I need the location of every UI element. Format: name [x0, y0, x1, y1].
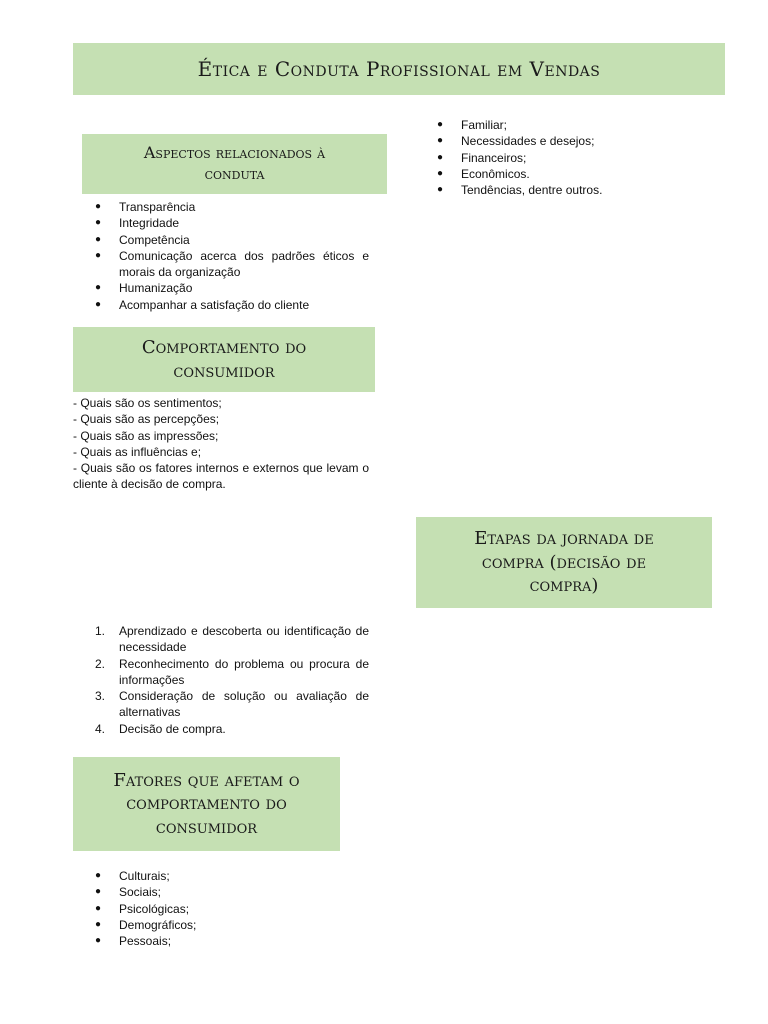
list-item-text: Financeiros; — [461, 150, 527, 165]
page-title-text: Ética e Conduta Profissional em Vendas — [197, 57, 601, 81]
list-item-text: Necessidades e desejos; — [461, 134, 595, 149]
list-item-text: Pessoais; — [119, 934, 172, 949]
list-item — [95, 656, 369, 689]
fatores-heading-line-1: Fatores que afetam o — [113, 769, 300, 791]
list-item-text: Reconhecimento do problema ou procura de informações — [119, 656, 369, 687]
list-item — [95, 933, 295, 949]
list-number: 4. — [95, 721, 106, 736]
familiar-list — [437, 117, 687, 198]
list-item — [95, 868, 295, 884]
comportamento-heading — [73, 327, 375, 392]
fatores-heading — [73, 757, 340, 851]
bullet-icon: ● — [95, 902, 102, 914]
list-item-text: Demográficos; — [119, 917, 197, 932]
aspectos-heading-line-2: conduta — [204, 164, 265, 183]
etapas-heading-line-1: Etapas da jornada de — [474, 528, 654, 550]
bullet-icon: ● — [437, 119, 444, 130]
list-item-text: Humanização — [119, 281, 193, 296]
bullet-icon: ● — [95, 282, 102, 294]
bullet-icon: ● — [437, 151, 444, 163]
list-item-text: Sociais; — [119, 885, 162, 900]
list-item — [437, 133, 687, 149]
fatores-heading-line-2: comportamento do — [126, 793, 287, 815]
aspectos-heading-line-1: Aspectos relacionados à — [143, 143, 326, 163]
comportamento-line: - Quais são as impressões; — [73, 428, 219, 443]
comportamento-line: - Quais as influências e; — [73, 444, 202, 459]
list-item — [95, 248, 369, 281]
bullet-icon: ● — [95, 233, 102, 245]
comportamento-line: - Quais são os sentimentos; — [73, 396, 222, 410]
comportamento-text — [73, 395, 369, 493]
bullet-icon: ● — [95, 201, 102, 212]
list-item-text: Acompanhar a satisfação do cliente — [119, 297, 310, 312]
bullet-icon: ● — [95, 870, 102, 881]
list-item — [95, 199, 369, 215]
etapas-list — [95, 623, 369, 737]
list-item — [95, 688, 369, 721]
list-item — [437, 150, 687, 166]
comportamento-heading-line-1: Comportamento do — [141, 337, 307, 359]
bullet-icon: ● — [95, 249, 102, 261]
list-item — [437, 166, 687, 182]
etapas-heading-line-3: compra) — [529, 575, 599, 597]
bullet-icon: ● — [95, 886, 102, 898]
list-item — [95, 884, 295, 900]
list-item-text: Tendências, dentre outros. — [461, 183, 603, 198]
etapas-heading — [416, 517, 712, 608]
list-item — [95, 623, 369, 656]
list-item-text: Competência — [119, 232, 190, 247]
list-number: 2. — [95, 656, 106, 671]
list-item-text: Comunicação acerca dos padrões éticos e morais da organização — [119, 248, 369, 280]
bullet-icon: ● — [95, 217, 102, 229]
page-title — [73, 43, 725, 95]
list-item — [95, 721, 369, 737]
bullet-icon: ● — [437, 184, 444, 196]
list-number: 1. — [95, 624, 106, 638]
comportamento-line: - Quais são os fatores internos e externos que levam o cliente à decisão de compra. — [73, 461, 369, 492]
etapas-heading-line-2: compra (decisão de — [481, 551, 647, 573]
fatores-list — [95, 868, 295, 949]
bullet-icon: ● — [95, 918, 102, 930]
aspectos-list — [95, 199, 369, 313]
list-item — [437, 117, 687, 133]
list-number: 3. — [95, 689, 106, 704]
list-item-text: Transparência — [119, 200, 196, 214]
fatores-heading-line-3: consumidor — [155, 816, 258, 838]
bullet-icon: ● — [437, 135, 444, 147]
list-item — [95, 215, 369, 231]
list-item — [95, 280, 369, 296]
bullet-icon: ● — [95, 298, 102, 310]
list-item — [95, 232, 369, 248]
comportamento-line: - Quais são as percepções; — [73, 412, 220, 427]
list-item — [95, 297, 369, 313]
list-item-text: Aprendizado e descoberta ou identificação de necessidade — [119, 624, 369, 655]
list-item-text: Familiar; — [461, 118, 508, 132]
list-item — [95, 901, 295, 917]
list-item — [95, 917, 295, 933]
bullet-icon: ● — [437, 167, 444, 179]
list-item-text: Culturais; — [119, 869, 170, 883]
aspectos-heading — [82, 134, 387, 194]
list-item-text: Integridade — [119, 216, 180, 231]
list-item-text: Econômicos. — [461, 166, 530, 181]
list-item-text: Decisão de compra. — [119, 721, 226, 736]
list-item-text: Psicológicas; — [119, 901, 190, 916]
list-item — [437, 182, 687, 198]
list-item-text: Consideração de solução ou avaliação de alternativas — [119, 689, 369, 720]
bullet-icon: ● — [95, 935, 102, 947]
comportamento-heading-line-2: consumidor — [173, 360, 275, 382]
